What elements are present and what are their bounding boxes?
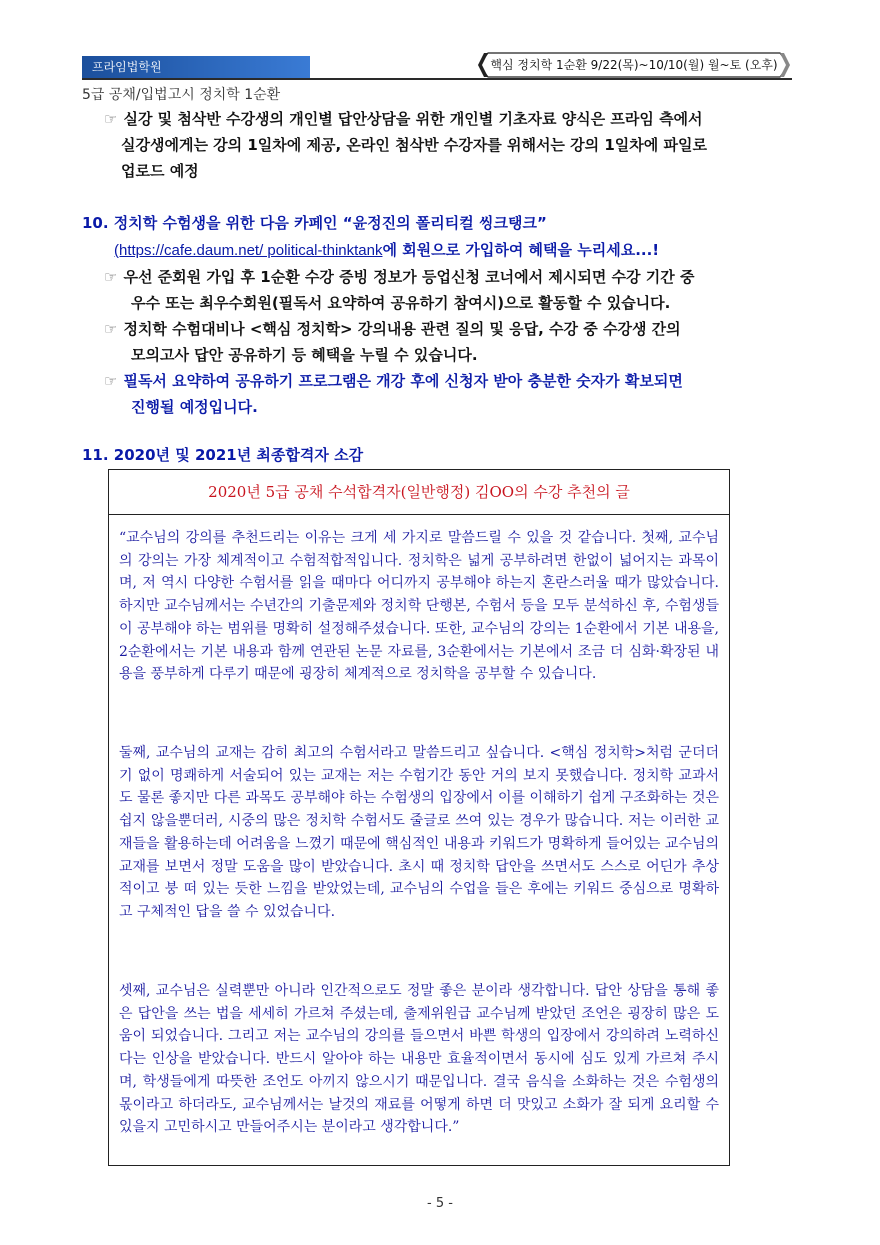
testimonial-paragraph-2: 둘째, 교수님의 교재는 감히 최고의 수험서라고 말씀드리고 싶습니다. <핵심 정치학>처럼 군더더기 없이 명쾌하게 서술되어 있는 교재는 저는 수험기간 동안 거의 보지 못했습니다. 정치학 교과서도 물론 좋지만 다른 과목도 공부해야 하는 수험생의 입장에서 이를 이해하기 쉽게 구조화하는 것은 쉽지 않을뿐더러, 시중의 많은 정치학 수험서도 줄글로 쓰여 있는 경우가 많습니다. 저는 이러한 교재들을 활용하는데 어려움을 느꼈기 때문에 핵심적인 내용과 키워드가 명확하게 들어있는 교수님의 교재를 보면서 정말 도움을 많이 받았습니다. 초시 때 정치학 답안을 쓰면서도 스스로 어딘가 추상적이고 붕 떠 있는 듯한 느낌을 받았었는데, 교수님의 수업을 들은 후에는 키워드 중심으로 명확하고 구체적인 답을 쓸 수 있었습니다. [119, 745, 719, 920]
section-10-title: 10. 정치학 수험생을 위한 다음 카페인 “윤정진의 폴리티컬 씽크탱크” [82, 214, 547, 232]
course-info-tag [478, 52, 790, 78]
benefit-2-line-2: 모의고사 답안 공유하기 등 혜택을 누릴 수 있습니다. [131, 346, 478, 364]
testimonial-paragraph-1: “교수님의 강의를 추천드리는 이유는 크게 세 가지로 말씀드릴 수 있을 것 같습니다. 첫째, 교수님의 강의는 가장 체계적이고 수험적합적입니다. 정치학은 넓게 공부하려면 한없이 넓어지는 과목이며, 저 역시 다양한 수험서를 읽을 때마다 어디까지 공부해야 하는지 혼란스러울 때가 많았습니다. 하지만 교수님께서는 수년간의 기출문제와 정치학 단행본, 수험서 등을 모두 분석하신 후, 수험생들이 공부해야 하는 범위를 명확히 설정해주셨습니다. 또한, 교수님의 강의는 1순환에서 기본 내용을, 2순환에서는 기본 내용과 함께 연관된 논문 자료를, 3순환에서는 기본에서 조금 더 심화·확장된 내용을 풍부하게 다루기 때문에 굉장히 체계적으로 정치학을 공부할 수 있습니다. [119, 530, 719, 683]
pointing-hand-icon: ☞ [104, 268, 118, 286]
benefit-3-line-1: ☞ 필독서 요약하여 공유하기 프로그램은 개강 후에 신청자 받아 충분한 숫자가 확보되면 [104, 372, 683, 390]
section-11-title: 11. 2020년 및 2021년 최종합격자 소감 [82, 446, 364, 464]
intro-line-3: 업로드 예정 [121, 162, 199, 180]
page-number: - 5 - [427, 1196, 453, 1211]
testimonial-box [108, 469, 730, 1166]
benefit-1-line-2: 우수 또는 최우수회원(필독서 요약하여 공유하기 참여시)으로 활동할 수 있습니다. [131, 294, 671, 312]
pointing-hand-icon: ☞ [104, 110, 118, 128]
intro-line-2: 실강생에게는 강의 1일차에 제공, 온라인 첨삭반 수강자를 위해서는 강의 1일차에 파일로 [121, 136, 707, 154]
course-subtitle: 5급 공채/입법고시 정치학 1순환 [82, 87, 281, 103]
testimonial-title: 2020년 5급 공채 수석합격자(일반행정) 김OO의 수강 추천의 글 [109, 470, 729, 515]
testimonial-paragraph-3: 셋째, 교수님은 실력뿐만 아니라 인간적으로도 정말 좋은 분이라 생각합니다. 답안 상담을 통해 좋은 답안을 쓰는 법을 세세히 가르쳐 주셨는데, 출제위원급 교수님께 받았던 조언은 굉장히 많은 도움이 되었습니다. 그리고 저는 교수님의 강의를 들으면서 바쁜 학생의 입장에서 강의하려 노력하신다는 인상을 받았습니다. 반드시 알아야 하는 내용만 효율적이면서 동시에 심도 있게 가르쳐 주시며, 학생들에게 따뜻한 조언도 아끼지 않으시기 때문입니다. 결국 음식을 소화하는 것은 수험생의 몫이라고 하더라도, 교수님께서는 날것의 재료를 어떻게 하면 더 맛있고 소화가 잘 되게 요리할 수 있을지 고민하시고 만들어주시는 분이라고 생각합니다.” [119, 983, 719, 1136]
cafe-link-line: (https://cafe.daum.net/ political-thinktank에 회원으로 가입하여 혜택을 누리세요...! [114, 241, 660, 259]
benefit-2-line-1: ☞ 정치학 수험대비나 <핵심 정치학> 강의내용 관련 질의 및 응답, 수강 중 수강생 간의 [104, 320, 681, 338]
benefit-3-line-2: 진행될 예정입니다. [131, 398, 258, 416]
pointing-hand-icon: ☞ [104, 372, 118, 390]
course-info-text: 핵심 정치학 1순환 9/22(목)~10/10(월) 월~토 (오후) [490, 58, 778, 72]
pointing-hand-icon: ☞ [104, 320, 118, 338]
academy-badge: 프라임법학원 [82, 56, 310, 78]
benefit-1-line-1: ☞ 우선 준회원 가입 후 1순환 수강 증빙 정보가 등업신청 코너에서 제시되면 수강 기간 중 [104, 268, 695, 286]
intro-line-1: ☞ 실강 및 첨삭반 수강생의 개인별 답안상담을 위한 개인별 기초자료 양식은 프라임 측에서 [104, 110, 703, 128]
cafe-link[interactable]: (https://cafe.daum.net/ political-thinktank [114, 242, 383, 259]
header-rule [82, 78, 792, 80]
